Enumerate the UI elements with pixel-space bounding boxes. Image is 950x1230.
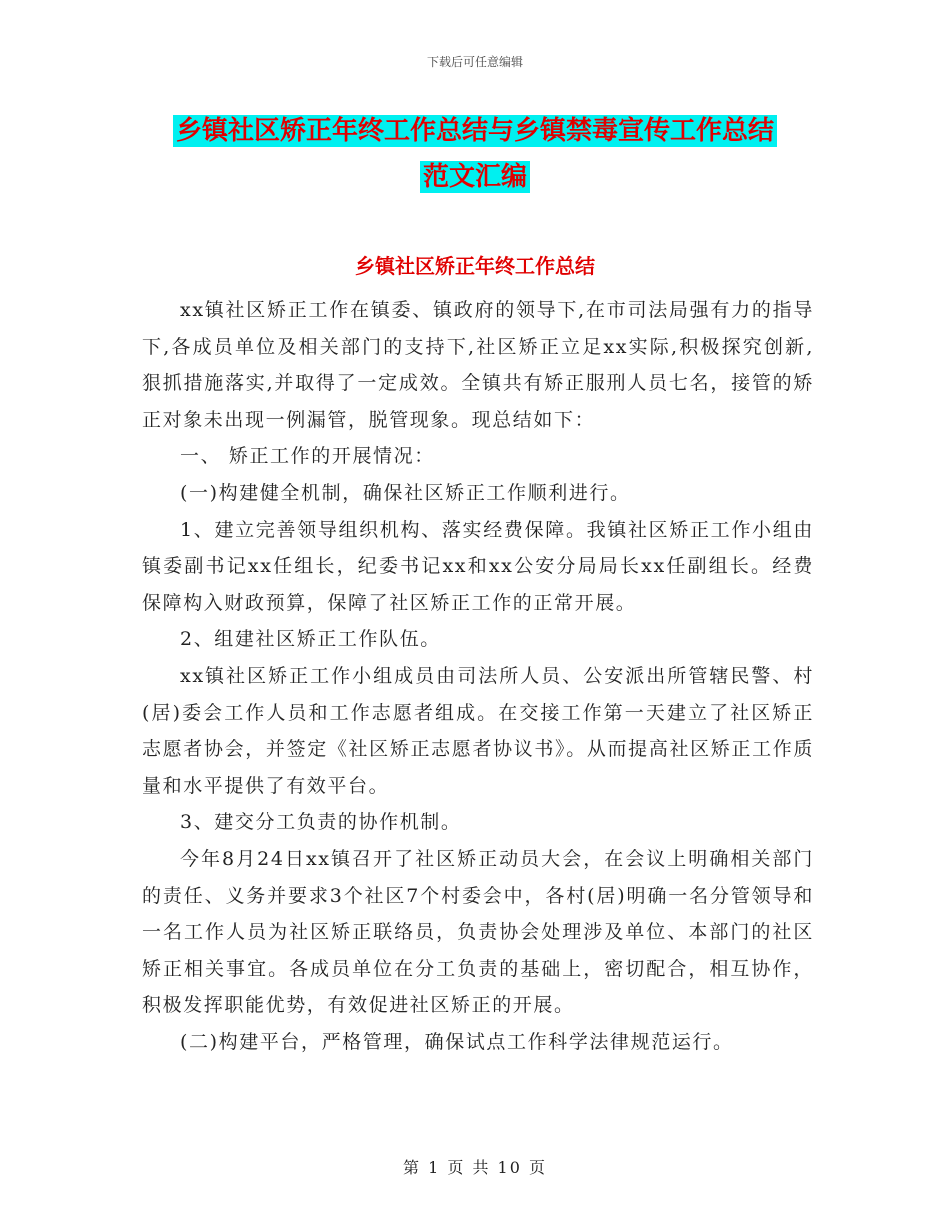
paragraph-subheading-2: (二)构建平台，严格管理，确保试点工作科学法律规范运行。 <box>180 1030 734 1053</box>
paragraph-heading-1: 一、 矫正工作的开展情况： <box>180 445 435 468</box>
document-title-line-1: 乡镇社区矫正年终工作总结与乡镇禁毒宣传工作总结 <box>173 115 777 147</box>
paragraph-item-2: 2、组建社区矫正工作队伍。 <box>180 628 441 651</box>
document-title <box>140 108 810 200</box>
paragraph-item-3: 3、建交分工负责的协作机制。 <box>180 811 462 834</box>
paragraph-subheading-1: (一)构建健全机制，确保社区矫正工作顺利进行。 <box>180 481 631 504</box>
page-header-note: 下载后可任意编辑 <box>426 55 523 69</box>
document-title-line-2: 范文汇编 <box>420 161 530 193</box>
document-body <box>142 292 814 1060</box>
paragraph-item-1: 1、建立完善领导组织机构、落实经费保障。我镇社区矫正工作小组由镇委副书记xx任组长，纪委书记xx和xx公安分局局长xx任副组长。经费保障构入财政预算，保障了社区矫正工作的正常开展。 <box>142 518 814 614</box>
paragraph-item-2-body: xx镇社区矫正工作小组成员由司法所人员、公安派出所管辖民警、村(居)委会工作人员和工作志愿者组成。在交接工作第一天建立了社区矫正志愿者协会，并签定《社区矫正志愿者协议书》。从而提高社区矫正工作质量和水平提供了有效平台。 <box>142 664 814 797</box>
section-title: 乡镇社区矫正年终工作总结 <box>355 254 595 278</box>
paragraph-item-3-body: 今年8月24日xx镇召开了社区矫正动员大会，在会议上明确相关部门的责任、义务并要求3个社区7个村委会中，各村(居)明确一名分管领导和一名工作人员为社区矫正联络员，负责协会处理涉及单位、本部门的社区矫正相关事宜。各成员单位在分工负责的基础上，密切配合，相互协作，积极发挥职能优势，有效促进社区矫正的开展。 <box>142 847 814 1017</box>
paragraph-intro: xx镇社区矫正工作在镇委、镇政府的领导下,在市司法局强有力的指导下,各成员单位及相关部门的支持下,社区矫正立足xx实际,积极探究创新,狠抓措施落实,并取得了一定成效。全镇共有矫正服刑人员七名，接管的矫正对象未出现一例漏管，脱管现象。现总结如下： <box>142 299 814 431</box>
page-number: 第 1 页 共 10 页 <box>403 1158 547 1177</box>
